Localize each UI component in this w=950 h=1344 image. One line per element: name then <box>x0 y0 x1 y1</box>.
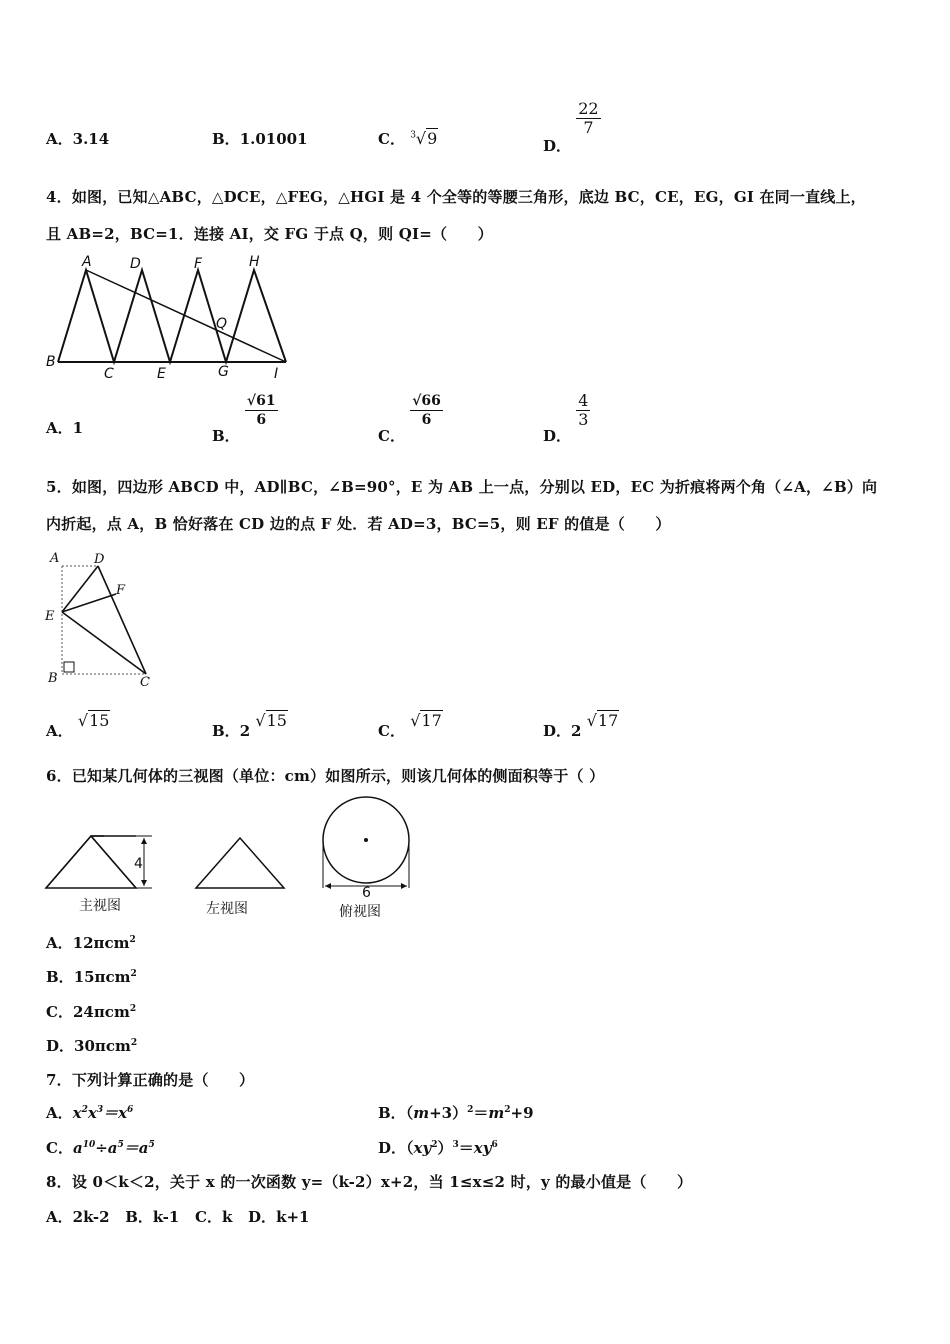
segment-ai <box>86 270 286 362</box>
cube-root: $^3$√9 <box>410 129 438 148</box>
label-a: A <box>82 254 92 270</box>
option-letter: C． <box>378 130 405 148</box>
option-text: k+1 <box>276 1208 310 1226</box>
q4-text-line2: 且 AB=2，BC=1．连接 AI，交 FG 于点 Q，则 QI=（ ） <box>46 225 493 243</box>
q3-option-c <box>378 128 438 149</box>
arrow-head-up <box>141 838 147 844</box>
q4-text-line1: 4．如图，已知△ABC，△DCE，△FEG，△HGI 是 4 个全等的等腰三角形，底边 BC，CE，EG，GI 在同一直线上， <box>46 188 866 206</box>
q5-option-a <box>46 710 110 740</box>
q3-option-b <box>212 128 308 149</box>
option-text: 24πcm <box>72 1003 130 1021</box>
front-view-right <box>91 836 136 888</box>
q7-text-line1: 7．下列计算正确的是（ ） <box>46 1071 255 1089</box>
dim-width-label: 6 <box>362 885 371 901</box>
label-q: Q <box>216 316 228 332</box>
label-c: C <box>140 675 150 690</box>
q4-option-d <box>543 391 590 445</box>
q6-figure <box>44 794 424 922</box>
option-letter: C． <box>46 1003 73 1021</box>
option-letter: B． <box>46 968 74 986</box>
label-i: I <box>274 366 279 382</box>
radicand: 61 <box>256 393 276 409</box>
option-letter: B． <box>125 1208 153 1226</box>
option-letter: D． <box>248 1208 277 1226</box>
segment-ef <box>62 594 116 612</box>
q6-option-b <box>46 966 137 987</box>
label-b: B <box>46 354 56 370</box>
radicand: 15 <box>89 711 110 730</box>
arrow-head-right <box>401 883 407 889</box>
label-b: B <box>48 671 58 686</box>
q4-figure <box>44 252 294 382</box>
option-letter: D． <box>543 426 572 445</box>
q5-figure <box>42 548 158 690</box>
front-view-edge <box>46 836 136 888</box>
q5-text-line1: 5．如图，四边形 ABCD 中，AD∥BC，∠B=90°，E 为 AB 上一点，分别以 ED，EC 为折痕将两个角（∠A，∠B）向 <box>46 478 878 496</box>
denominator: 6 <box>421 412 432 428</box>
option-letter: D． <box>46 1037 75 1055</box>
label-d: D <box>130 256 141 272</box>
front-view-outer <box>46 836 136 888</box>
segment-ed <box>62 566 98 612</box>
superscript: 2 <box>129 1004 137 1014</box>
option-letter: A． <box>46 934 73 952</box>
square-root: √15 <box>255 711 287 730</box>
radicand: 17 <box>421 711 442 730</box>
q5-option-c <box>378 710 443 740</box>
q6-option-c <box>46 1001 136 1022</box>
radicand: 66 <box>421 393 441 409</box>
option-text: 1 <box>72 419 84 437</box>
root-index: 3 <box>410 130 416 141</box>
q8-option-d <box>248 1208 309 1226</box>
fraction <box>410 392 443 429</box>
denominator: 6 <box>256 412 267 428</box>
arrow-head-down <box>141 880 147 886</box>
label-h: H <box>249 254 260 270</box>
q6-option-a <box>46 932 136 953</box>
triangle-edges <box>58 270 286 362</box>
q4-option-a <box>46 417 83 438</box>
option-letter: C． <box>195 1208 222 1226</box>
option-text: k <box>221 1208 233 1226</box>
option-math: $(xy^2)^3=xy^6$ <box>406 1139 498 1157</box>
right-angle-mark <box>64 662 74 672</box>
option-letter: A． <box>46 419 73 437</box>
denominator: 3 <box>578 410 589 429</box>
option-math: $x^2x^3=x^6$ <box>72 1104 134 1122</box>
option-letter: D． <box>378 1139 407 1157</box>
option-letter: B． <box>378 1104 406 1122</box>
label-a: A <box>50 551 60 566</box>
fraction <box>576 392 590 429</box>
segment-ec <box>62 612 146 674</box>
numerator: √66 <box>412 393 441 409</box>
option-math: $(m+3)^2=m^2+9$ <box>405 1104 534 1122</box>
q7-option-c <box>46 1137 155 1158</box>
dim-height-label: 4 <box>134 856 143 872</box>
option-letter: B． <box>212 130 240 148</box>
top-view-caption: 俯视图 <box>339 904 381 920</box>
side-view <box>196 838 284 888</box>
radicand: 15 <box>266 711 287 730</box>
q8-option-b <box>125 1208 179 1226</box>
option-text: 12πcm <box>72 934 130 952</box>
option-letter: A． <box>46 1104 73 1122</box>
option-letter: A． <box>46 1208 73 1226</box>
numerator: 4 <box>578 391 589 410</box>
q5-option-d <box>543 710 619 740</box>
option-letter: A． <box>46 722 73 740</box>
label-d: D <box>94 552 105 567</box>
radicand: 9 <box>427 129 438 148</box>
top-view-center-dot <box>364 838 368 842</box>
option-text: 3.14 <box>72 130 110 148</box>
numerator: 22 <box>578 99 599 118</box>
coefficient: 2 <box>239 722 251 740</box>
q5-text-line2: 内折起，点 A，B 恰好落在 CD 边的点 F 处．若 AD=3，BC=5，则 EF 的值是（ ） <box>46 515 671 533</box>
q4-option-c <box>378 392 443 445</box>
option-letter: D． <box>543 136 572 155</box>
option-letter: A． <box>46 130 73 148</box>
arrow-head-left <box>325 883 331 889</box>
option-text: 1.01001 <box>239 130 308 148</box>
option-letter: C． <box>378 722 405 740</box>
fraction <box>576 100 600 137</box>
superscript: 2 <box>130 1038 138 1048</box>
q8-options <box>46 1206 309 1227</box>
coefficient: 2 <box>571 722 582 740</box>
q3-option-d <box>543 99 601 155</box>
option-letter: B． <box>212 426 240 445</box>
option-letter: D． <box>543 722 572 740</box>
front-view-caption: 主视图 <box>79 898 121 914</box>
q8-text-line1: 8．设 0＜k＜2，关于 x 的一次函数 y=（k-2）x+2，当 1≤x≤2 时，y 的最小值是（ ） <box>46 1173 693 1191</box>
square-root: √17 <box>586 711 619 730</box>
q8-option-c <box>195 1208 232 1226</box>
radicand: 17 <box>597 711 619 730</box>
q8-option-a <box>46 1208 110 1226</box>
option-letter: B． <box>212 722 240 740</box>
option-letter: C． <box>378 426 405 445</box>
superscript: 2 <box>130 969 137 979</box>
label-c: C <box>104 366 114 382</box>
option-text: 30πcm <box>74 1037 131 1055</box>
label-g: G <box>218 364 229 380</box>
side-view-caption: 左视图 <box>206 901 248 917</box>
q5-option-b <box>212 710 288 740</box>
q4-option-b <box>212 392 278 445</box>
superscript: 2 <box>129 935 136 945</box>
option-text: 15πcm <box>73 968 131 986</box>
numerator: √61 <box>246 393 276 409</box>
option-text: 2k-2 <box>72 1208 110 1226</box>
fraction <box>245 392 278 429</box>
q7-option-b <box>378 1102 534 1123</box>
label-f: F <box>194 256 203 272</box>
q3-option-a <box>46 128 109 149</box>
label-e: E <box>45 609 55 624</box>
q7-option-d <box>378 1137 498 1158</box>
option-text: k-1 <box>152 1208 180 1226</box>
square-root: √15 <box>77 711 110 730</box>
option-math: $a^{10}\div a^5=a^5$ <box>72 1139 155 1157</box>
denominator: 7 <box>583 118 594 137</box>
option-letter: C． <box>46 1139 73 1157</box>
q6-option-d <box>46 1035 137 1056</box>
q7-option-a <box>46 1102 133 1123</box>
q6-text-line1: 6．已知某几何体的三视图（单位：cm）如图所示，则该几何体的侧面积等于（ ） <box>46 767 605 785</box>
square-root: √17 <box>410 711 442 730</box>
label-e: E <box>157 366 166 382</box>
label-f: F <box>116 583 126 598</box>
